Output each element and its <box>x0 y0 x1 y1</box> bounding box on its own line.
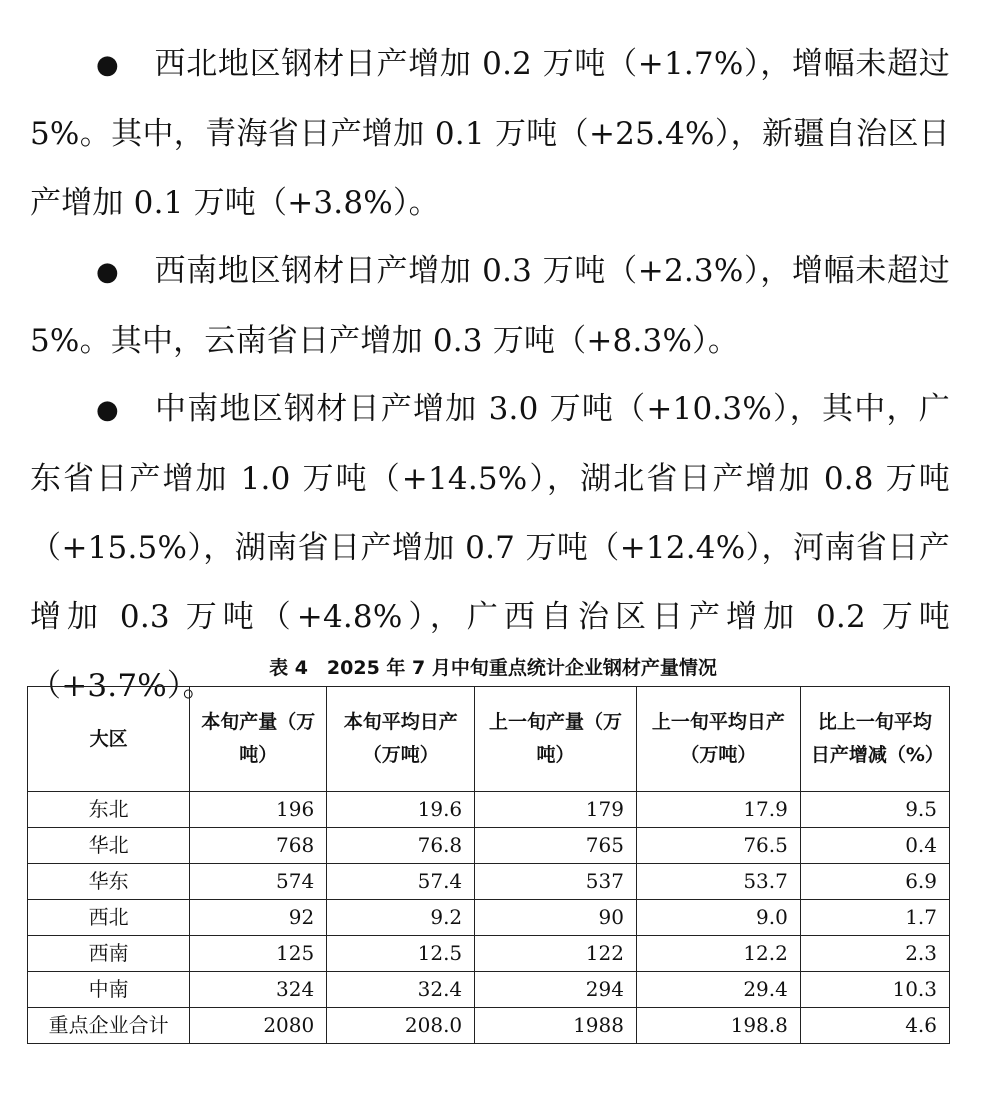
cell-change-pct: 2.3 <box>800 936 949 972</box>
cell-current-daily: 9.2 <box>327 900 475 936</box>
cell-current-output: 196 <box>190 792 327 828</box>
cell-current-daily: 19.6 <box>327 792 475 828</box>
bullet-icon: ● <box>96 257 119 287</box>
cell-change-pct: 0.4 <box>800 828 949 864</box>
cell-change-pct: 9.5 <box>800 792 949 828</box>
cell-region: 中南 <box>28 972 190 1008</box>
cell-region: 西北 <box>28 900 190 936</box>
cell-change-pct: 10.3 <box>800 972 949 1008</box>
cell-previous-output: 1988 <box>475 1008 637 1044</box>
paragraph-southwest <box>30 237 950 376</box>
cell-previous-daily: 12.2 <box>636 936 800 972</box>
cell-current-daily: 57.4 <box>327 864 475 900</box>
table-row <box>28 900 950 936</box>
cell-previous-daily: 29.4 <box>636 972 800 1008</box>
paragraph-northwest <box>30 30 950 238</box>
paragraph-text: 西北地区钢材日产增加 0.2 万吨（+1.7%），增幅未超过 5%。其中，青海省日产增加 0.1 万吨（+25.4%），新疆自治区日产增加 0.1 万吨（+3.8%）。 <box>30 46 950 221</box>
cell-current-output: 2080 <box>190 1008 327 1044</box>
cell-previous-daily: 9.0 <box>636 900 800 936</box>
table-row-total <box>28 1008 950 1044</box>
cell-change-pct: 4.6 <box>800 1008 949 1044</box>
header-current-daily: 本旬平均日产（万吨） <box>327 687 475 792</box>
cell-previous-output: 90 <box>475 900 637 936</box>
table-row <box>28 936 950 972</box>
bullet-icon: ● <box>96 50 119 80</box>
cell-region: 重点企业合计 <box>28 1008 190 1044</box>
header-current-output: 本旬产量（万吨） <box>190 687 327 792</box>
bullet-icon: ● <box>96 395 119 425</box>
cell-previous-output: 537 <box>475 864 637 900</box>
cell-previous-daily: 76.5 <box>636 828 800 864</box>
cell-current-output: 768 <box>190 828 327 864</box>
cell-previous-output: 179 <box>475 792 637 828</box>
cell-previous-daily: 198.8 <box>636 1008 800 1044</box>
cell-current-output: 92 <box>190 900 327 936</box>
header-previous-output: 上一旬产量（万吨） <box>475 687 637 792</box>
cell-previous-output: 294 <box>475 972 637 1008</box>
header-region: 大区 <box>28 687 190 792</box>
cell-region: 东北 <box>28 792 190 828</box>
cell-current-output: 125 <box>190 936 327 972</box>
cell-region: 华北 <box>28 828 190 864</box>
table-row <box>28 864 950 900</box>
table-row <box>28 828 950 864</box>
cell-current-daily: 208.0 <box>327 1008 475 1044</box>
cell-previous-output: 122 <box>475 936 637 972</box>
cell-current-daily: 12.5 <box>327 936 475 972</box>
table-row <box>28 972 950 1008</box>
cell-change-pct: 6.9 <box>800 864 949 900</box>
cell-current-output: 324 <box>190 972 327 1008</box>
paragraph-text: 中南地区钢材日产增加 3.0 万吨（+10.3%），其中，广东省日产增加 1.0 万吨（+14.5%），湖北省日产增加 0.8 万吨（+15.5%），湖南省日产增加 0.7 万吨（+12.4%），河南省日产增加 0.3 万吨（+4.8%），广西自治区日产增加 0.2 万吨（+3.7%）。 <box>30 391 950 704</box>
table-row <box>28 792 950 828</box>
header-change-pct: 比上一旬平均日产增减（%） <box>800 687 949 792</box>
cell-previous-output: 765 <box>475 828 637 864</box>
cell-current-daily: 32.4 <box>327 972 475 1008</box>
cell-previous-daily: 17.9 <box>636 792 800 828</box>
cell-previous-daily: 53.7 <box>636 864 800 900</box>
paragraph-text: 西南地区钢材日产增加 0.3 万吨（+2.3%），增幅未超过 5%。其中，云南省日产增加 0.3 万吨（+8.3%）。 <box>30 253 950 359</box>
cell-current-output: 574 <box>190 864 327 900</box>
table-caption: 表 4 2025 年 7 月中旬重点统计企业钢材产量情况 <box>269 657 717 679</box>
cell-change-pct: 1.7 <box>800 900 949 936</box>
cell-current-daily: 76.8 <box>327 828 475 864</box>
cell-region: 西南 <box>28 936 190 972</box>
header-previous-daily: 上一旬平均日产（万吨） <box>636 687 800 792</box>
cell-region: 华东 <box>28 864 190 900</box>
steel-output-table <box>27 686 950 1044</box>
table-header-row <box>28 687 950 792</box>
